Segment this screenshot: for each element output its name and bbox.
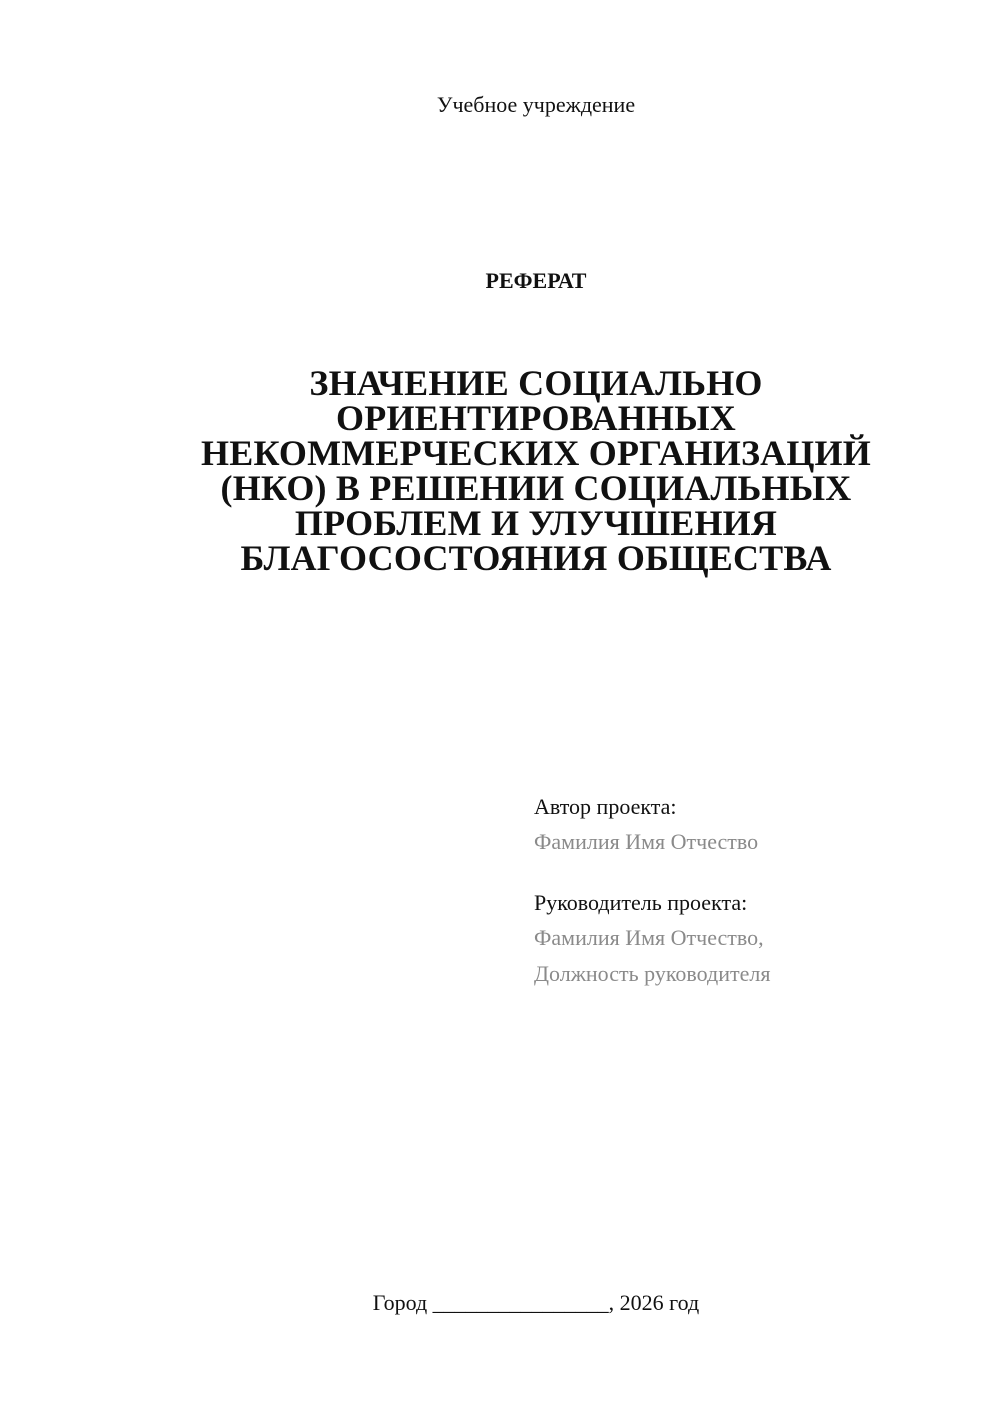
author-label: Автор проекта:	[534, 794, 677, 819]
title-line: НЕКОММЕРЧЕСКИХ ОРГАНИЗАЦИЙ	[201, 433, 871, 473]
title-line: БЛАГОСОСТОЯНИЯ ОБЩЕСТВА	[240, 538, 832, 578]
title-line: ОРИЕНТИРОВАННЫХ	[336, 398, 736, 438]
project-people	[534, 790, 974, 992]
supervisor-name: Фамилия Имя Отчество,	[534, 925, 764, 950]
title-line: ЗНАЧЕНИЕ СОЦИАЛЬНО	[309, 363, 763, 403]
document-type: РЕФЕРАТ	[485, 268, 587, 293]
document-title	[150, 363, 922, 578]
institution-name: Учебное учреждение	[436, 92, 636, 117]
title-line: (НКО) В РЕШЕНИИ СОЦИАЛЬНЫХ	[220, 468, 852, 508]
supervisor-position: Должность руководителя	[534, 961, 771, 986]
title-line: ПРОБЛЕМ И УЛУЧШЕНИЯ	[294, 503, 778, 543]
city-year-line: Город ________________, 2026 год	[372, 1290, 700, 1315]
spacer	[534, 860, 974, 886]
supervisor-label: Руководитель проекта:	[534, 890, 748, 915]
author-name: Фамилия Имя Отчество	[534, 829, 759, 854]
